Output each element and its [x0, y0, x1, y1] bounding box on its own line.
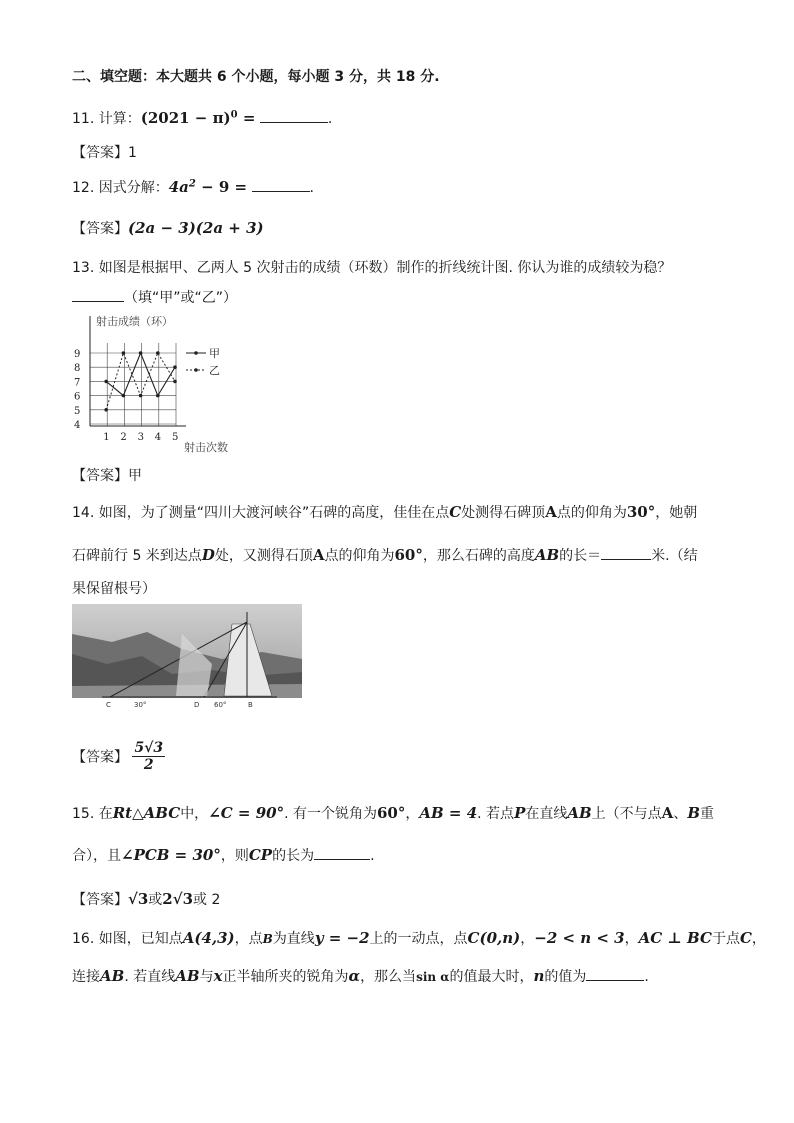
q14-line3: 果保留根号）	[72, 581, 156, 597]
q14-blank	[601, 547, 651, 560]
q15-line-ab: AB	[567, 804, 592, 822]
q15-segment-cp: CP	[248, 846, 273, 864]
q14-line1	[72, 502, 697, 522]
chart-x-tick-label: 1	[103, 432, 110, 443]
q14-point-d: D	[201, 546, 215, 564]
q16-point-c2: C	[739, 929, 752, 947]
q16-line2-f: 的值最大时，	[449, 969, 534, 985]
q15-ab-4: AB = 4	[419, 804, 478, 822]
q12-blank	[252, 179, 310, 192]
q15-t7: 上（不与点	[591, 806, 662, 822]
q14-answer-fraction	[132, 740, 165, 773]
q11-blank	[260, 110, 328, 123]
q12-answer-row	[72, 218, 264, 238]
q13-answer-label: 【答案】	[72, 468, 128, 484]
q16-t7: 于点	[711, 931, 740, 947]
q14-photo-drawing	[72, 604, 302, 708]
q15-end: .	[370, 848, 375, 864]
chart-data-point	[173, 365, 177, 369]
q14-answer-label: 【答案】	[72, 749, 128, 766]
q16-end: .	[644, 969, 649, 985]
q15-answer-row	[72, 889, 220, 909]
q13-chart-root	[74, 314, 228, 454]
chart-legend-label: 乙	[209, 364, 220, 377]
q15-point-p: P	[514, 804, 526, 822]
q14-text-1d: ，她朝	[655, 505, 698, 521]
chart-legend-label: 甲	[209, 347, 220, 360]
q16-alpha: α	[348, 967, 361, 985]
chart-x-tick-label: 5	[172, 432, 179, 443]
q16-line2-g: 的值为	[544, 969, 587, 985]
chart-title: 射击成绩（环）	[96, 315, 173, 328]
q16-line2	[72, 966, 649, 986]
q11-answer: 1	[128, 145, 137, 161]
q16-point-a: A(4,3)	[182, 929, 235, 947]
question-12	[72, 177, 314, 197]
q15-line2-a: 合），且	[72, 848, 121, 864]
q16-line2-c: 与	[199, 969, 214, 985]
q14-line2	[72, 545, 698, 565]
q15-line2-c: 的长为	[272, 848, 315, 864]
question-11	[72, 108, 332, 128]
chart-y-tick-label: 6	[74, 391, 81, 403]
q11-answer-label: 【答案】	[72, 145, 128, 161]
q14-text-2b: 处，又测得石顶	[214, 548, 313, 564]
q13-hint: （填“甲”或“乙”）	[124, 290, 238, 306]
q13-line2	[72, 287, 237, 307]
q14-text-2d: ，那么石碑的高度	[422, 548, 535, 564]
q16-t5: ，	[520, 931, 535, 947]
chart-y-tick-label: 4	[74, 420, 81, 431]
q13-line1: 13. 如图是根据甲、乙两人 5 次射击的成绩（环数）制作的折线统计图. 你认为谁的成绩较为稳？	[72, 260, 672, 276]
q15-t1: 在	[98, 806, 113, 822]
chart-data-point	[104, 380, 108, 384]
q16-blank	[586, 968, 644, 981]
q16-line2-b: . 若直线	[124, 969, 176, 985]
q14-answer-denominator: 2	[143, 757, 154, 773]
q14-text-2a: 石碑前行 5 米到达点	[72, 548, 202, 564]
q14-text-2c: 点的仰角为	[324, 548, 395, 564]
q14-angle-30: 30°	[626, 503, 656, 521]
chart-y-tick-label: 9	[74, 349, 81, 360]
q15-line2	[72, 845, 375, 865]
chart-data-point	[104, 408, 108, 412]
q15-t8: 、	[673, 806, 688, 822]
q11-answer-row	[72, 142, 137, 162]
q12-expression-a: 4a	[168, 178, 189, 196]
photo-label-60: 60°	[214, 701, 227, 708]
q15-answer-label: 【答案】	[72, 892, 128, 908]
q15-t2: 中，	[180, 806, 209, 822]
q11-end: .	[327, 111, 333, 127]
q14-photo	[72, 604, 302, 708]
q16-x: x	[213, 967, 223, 985]
q15-line2-b: ，则	[220, 848, 249, 864]
chart-y-tick-label: 5	[74, 405, 81, 417]
q11-number: 11.	[72, 111, 95, 127]
q12-number: 12.	[72, 180, 95, 196]
q15-t9: 重	[700, 806, 714, 822]
chart-data-point	[122, 351, 126, 355]
q16-t6: ，	[624, 931, 639, 947]
q14-text-1c: 点的仰角为	[556, 505, 627, 521]
q15-or-1: 或	[148, 892, 163, 908]
q15-angle-60: 60°	[377, 804, 406, 822]
q15-answer-2: 2√3	[162, 890, 194, 908]
q14-point-c: C	[449, 503, 462, 521]
q16-range: −2 < n < 3	[534, 929, 625, 947]
q11-equals: =	[237, 109, 256, 127]
q15-angle-c: ∠C = 90°	[208, 804, 285, 822]
photo-label-b: B	[248, 701, 253, 708]
q11-prompt: 计算：	[98, 111, 141, 127]
q15-or-2: 或 2	[193, 892, 221, 908]
q16-line2-d: 正半轴所夹的锐角为	[222, 969, 349, 985]
q14-text-2f: 米.（结	[651, 548, 698, 564]
q15-t6: 在直线	[525, 806, 568, 822]
photo-label-d: D	[194, 701, 200, 708]
q12-answer-label: 【答案】	[72, 221, 128, 237]
section-title: 二、填空题：本大题共 6 个小题，每小题 3 分，共 18 分.	[72, 69, 440, 85]
q15-angle-pcb: ∠PCB = 30°	[121, 846, 221, 864]
q12-answer: (2a − 3)(2a + 3)	[128, 219, 264, 237]
q15-t4: ，	[405, 806, 420, 822]
q16-t3: 为直线	[272, 931, 315, 947]
chart-data-point	[122, 394, 126, 398]
chart-legend-marker	[194, 351, 198, 355]
q16-sin: sin α	[416, 970, 450, 984]
q13-line-chart	[68, 308, 268, 458]
q15-t3: . 有一个锐角为	[284, 806, 377, 822]
q16-n: n	[533, 967, 545, 985]
q16-segment-ab-2: AB	[175, 967, 200, 985]
q16-line-eq: y = −2	[314, 929, 370, 947]
q16-point-b: B	[262, 932, 273, 946]
q12-prompt: 因式分解：	[98, 180, 169, 196]
q11-expression: (2021 − π)	[140, 109, 231, 127]
q11-exponent: 0	[230, 109, 238, 121]
q16-segment-ab: AB	[100, 967, 125, 985]
q14-text-2e: 的长＝	[559, 548, 602, 564]
q15-triangle: Rt△ABC	[112, 804, 181, 822]
q13-blank	[72, 289, 124, 302]
chart-x-tick-label: 3	[137, 432, 144, 443]
q15-answer-1: √3	[128, 890, 149, 908]
q15-point-a: A	[661, 804, 674, 822]
q16-point-c: C(0,n)	[467, 929, 521, 947]
q14-text-1a: 14. 如图，为了测量“四川大渡河峡谷”石碑的高度，佳佳在点	[72, 505, 450, 521]
chart-x-tick-label: 2	[120, 432, 127, 443]
q15-point-b: B	[687, 804, 700, 822]
q14-answer-row	[72, 740, 165, 773]
q16-line2-e: ，那么当	[360, 969, 417, 985]
q12-expression-b: − 9 =	[195, 178, 248, 196]
chart-y-tick-label: 8	[74, 363, 81, 375]
chart-x-axis-label: 射击次数	[184, 441, 228, 454]
q16-t1: 如图，已知点	[98, 931, 183, 947]
q13-answer-row	[72, 465, 142, 485]
q16-perp: AC ⊥ BC	[638, 929, 712, 947]
chart-data-point	[139, 394, 143, 398]
q16-t2: ，点	[234, 931, 263, 947]
q14-point-a: A	[545, 503, 557, 521]
chart-legend-marker	[194, 368, 198, 372]
chart-data-point	[173, 380, 177, 384]
q13-answer: 甲	[128, 468, 142, 484]
q15-t5: . 若点	[477, 806, 515, 822]
chart-y-tick-label: 7	[74, 377, 81, 389]
q15-blank	[314, 847, 370, 860]
q16-line2-a: 连接	[72, 969, 100, 985]
q14-point-a-2: A	[312, 546, 325, 564]
q12-end: .	[309, 180, 314, 196]
photo-label-c: C	[106, 701, 111, 708]
q15-line1	[72, 803, 714, 823]
q14-text-1b: 处测得石碑顶	[461, 505, 546, 521]
chart-data-point	[156, 351, 160, 355]
chart-x-tick-label: 4	[154, 432, 162, 443]
q16-t8: ，	[751, 931, 766, 947]
q16-t4: 上的一动点，点	[369, 931, 468, 947]
chart-data-point	[156, 394, 160, 398]
chart-data-point	[139, 351, 143, 355]
q14-segment-ab: AB	[534, 546, 560, 564]
q12-exponent: 2	[188, 178, 196, 190]
q16-line1	[72, 928, 766, 948]
q16-number: 16.	[72, 931, 95, 947]
q15-number: 15.	[72, 806, 95, 822]
q14-answer-numerator: 5√3	[134, 740, 164, 756]
q14-angle-60: 60°	[394, 546, 423, 564]
photo-label-30: 30°	[134, 701, 147, 708]
